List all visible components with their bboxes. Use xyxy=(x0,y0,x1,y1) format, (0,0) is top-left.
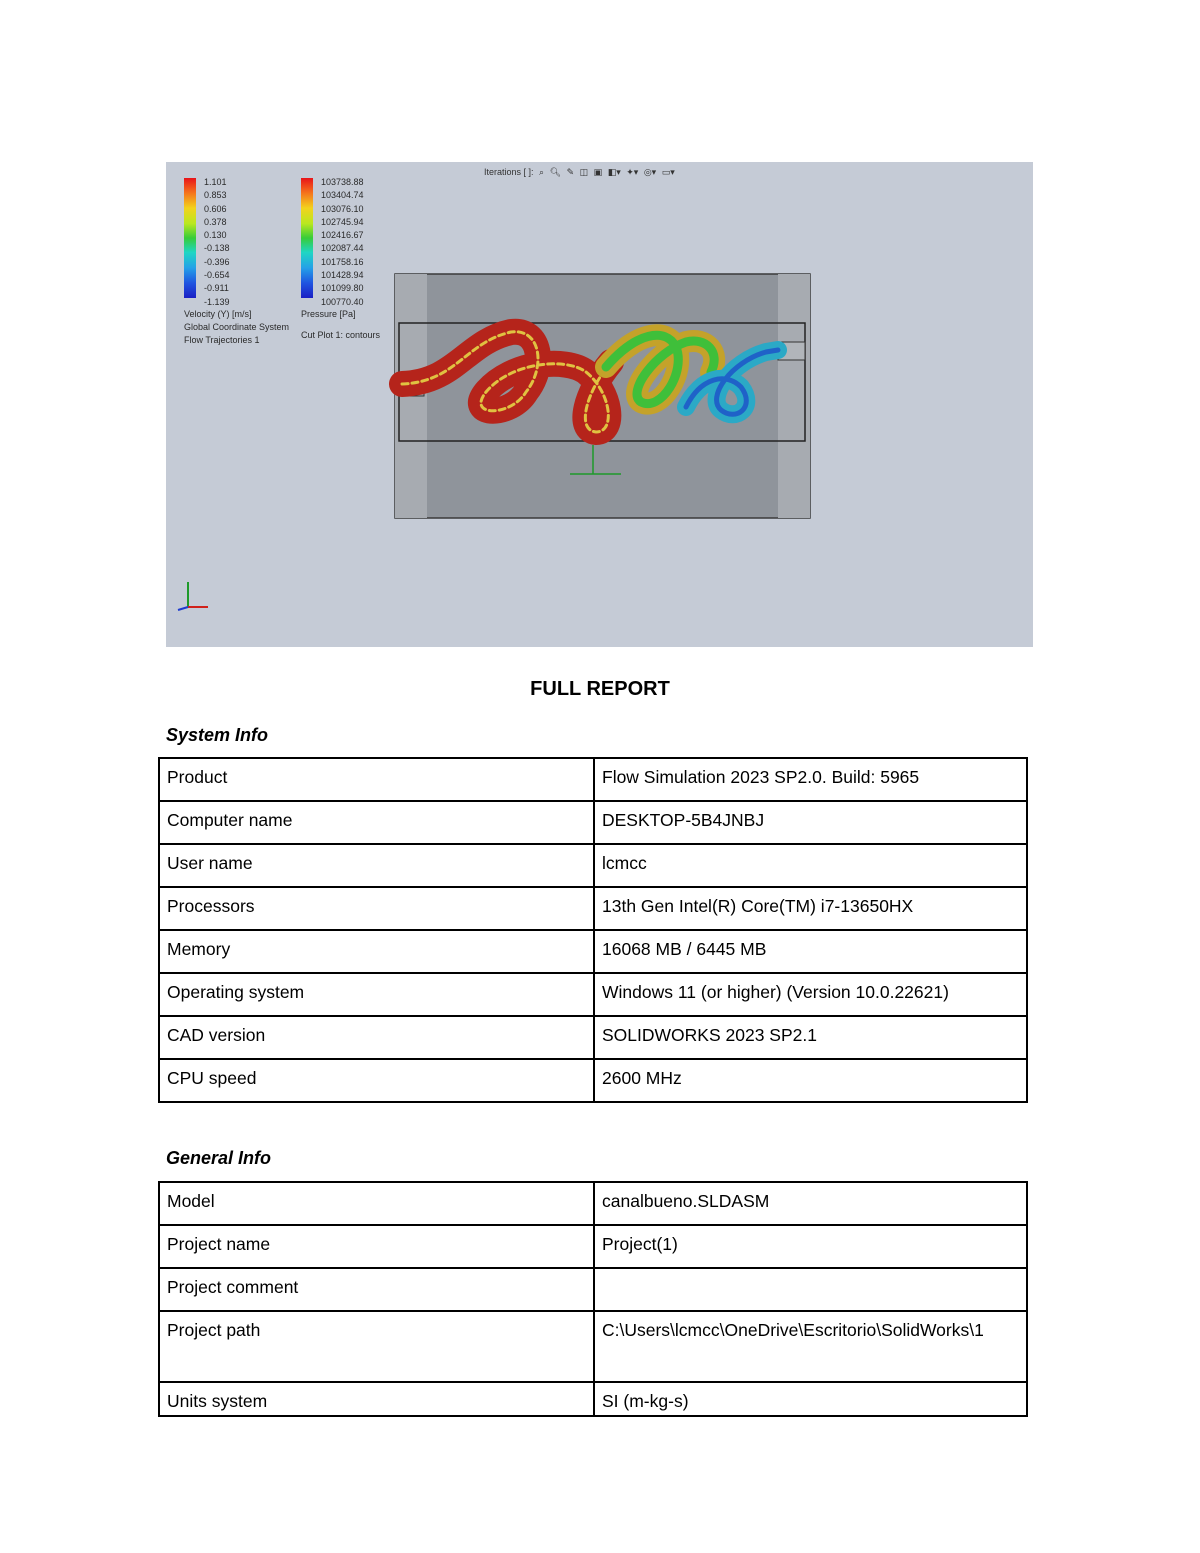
legend-value: 101099.80 xyxy=(321,283,364,294)
table-key: Product xyxy=(159,758,594,801)
table-key: Operating system xyxy=(159,973,594,1016)
light-icon[interactable]: ✦▾ xyxy=(626,167,639,177)
table-key: CPU speed xyxy=(159,1059,594,1102)
velocity-caption: Velocity (Y) [m/s] xyxy=(184,309,252,319)
pressure-caption: Pressure [Pa] xyxy=(301,309,356,319)
general-info-table xyxy=(158,1181,1028,1417)
table-value: SI (m-kg-s) xyxy=(594,1382,1027,1416)
table-value: lcmcc xyxy=(594,844,1027,887)
monitor-icon[interactable]: ▭▾ xyxy=(661,167,675,177)
legend-value: -0.138 xyxy=(204,243,230,254)
table-row xyxy=(159,1016,1027,1059)
table-key: Project path xyxy=(159,1311,594,1382)
cube-icon[interactable]: ◫ xyxy=(579,167,589,177)
table-row xyxy=(159,1311,1027,1382)
table-value: Project(1) xyxy=(594,1225,1027,1268)
legend-value: 102416.67 xyxy=(321,230,364,241)
table-value: C:\Users\lcmcc\OneDrive\Escritorio\SolidWorks\1 xyxy=(594,1311,1027,1382)
table-row xyxy=(159,1268,1027,1311)
velocity-color-bar xyxy=(184,178,196,298)
legend-value: 0.853 xyxy=(204,190,227,201)
legend-value: 103076.10 xyxy=(321,203,364,214)
table-value: 2600 MHz xyxy=(594,1059,1027,1102)
table-value: DESKTOP-5B4JNBJ xyxy=(594,801,1027,844)
zoom-icon[interactable]: ⌕ xyxy=(539,167,545,177)
legend-value: 1.101 xyxy=(204,177,227,187)
heads-up-toolbar xyxy=(484,167,678,178)
table-value: Flow Simulation 2023 SP2.0. Build: 5965 xyxy=(594,758,1027,801)
system-info-title: System Info xyxy=(166,725,269,745)
table-row xyxy=(159,801,1027,844)
display-icon[interactable]: ◧▾ xyxy=(607,167,621,177)
legend-value: 0.606 xyxy=(204,203,227,214)
table-value xyxy=(594,1268,1027,1311)
legend-value: -0.396 xyxy=(204,256,230,267)
iterations-label: Iterations [ ]: xyxy=(484,167,534,177)
table-key: Project name xyxy=(159,1225,594,1268)
table-key: CAD version xyxy=(159,1016,594,1059)
legend-value: 100770.40 xyxy=(321,296,364,307)
table-key: Computer name xyxy=(159,801,594,844)
legend-value: 102087.44 xyxy=(321,243,364,254)
trajectory-caption: Flow Trajectories 1 xyxy=(184,335,260,345)
table-row xyxy=(159,973,1027,1016)
general-info-title: General Info xyxy=(166,1148,272,1168)
table-value: 16068 MB / 6445 MB xyxy=(594,930,1027,973)
legend-value: 103404.74 xyxy=(321,190,364,201)
table-value: canalbueno.SLDASM xyxy=(594,1182,1027,1225)
table-value: Windows 11 (or higher) (Version 10.0.22621) xyxy=(594,973,1027,1016)
table-row xyxy=(159,1059,1027,1102)
table-row xyxy=(159,887,1027,930)
table-key: Processors xyxy=(159,887,594,930)
table-key: Model xyxy=(159,1182,594,1225)
table-value: SOLIDWORKS 2023 SP2.1 xyxy=(594,1016,1027,1059)
legend-value: 0.130 xyxy=(204,230,227,241)
legend-value: -1.139 xyxy=(204,296,230,307)
coordinate-caption: Global Coordinate System xyxy=(184,322,290,332)
table-row xyxy=(159,930,1027,973)
legend-value: 0.378 xyxy=(204,216,227,227)
legend-value: -0.654 xyxy=(204,270,230,281)
table-key: User name xyxy=(159,844,594,887)
table-row xyxy=(159,844,1027,887)
table-row xyxy=(159,1225,1027,1268)
legend-value: 103738.88 xyxy=(321,177,364,187)
table-row xyxy=(159,1382,1027,1416)
simulation-viewport xyxy=(166,162,1033,647)
legend-value: -0.911 xyxy=(204,283,229,294)
search-icon[interactable]: 🔍︎ xyxy=(549,167,562,177)
table-key: Memory xyxy=(159,930,594,973)
pressure-color-bar xyxy=(301,178,313,298)
legend-value: 102745.94 xyxy=(321,216,364,227)
scene-icon[interactable]: ◎▾ xyxy=(643,167,657,177)
view-icon[interactable]: ▣ xyxy=(593,167,603,177)
simulation-screenshot xyxy=(166,162,1033,647)
cutplot-caption: Cut Plot 1: contours xyxy=(301,330,381,340)
report-title: FULL REPORT xyxy=(530,678,670,700)
table-row xyxy=(159,758,1027,801)
table-row xyxy=(159,1182,1027,1225)
pencil-icon[interactable]: ✎ xyxy=(566,167,575,177)
table-key: Project comment xyxy=(159,1268,594,1311)
legend-value: 101428.94 xyxy=(321,270,364,281)
table-key: Units system xyxy=(159,1382,594,1416)
legend-value: 101758.16 xyxy=(321,256,364,267)
table-value: 13th Gen Intel(R) Core(TM) i7-13650HX xyxy=(594,887,1027,930)
system-info-table xyxy=(158,757,1028,1103)
global-axis-triad xyxy=(178,582,208,610)
